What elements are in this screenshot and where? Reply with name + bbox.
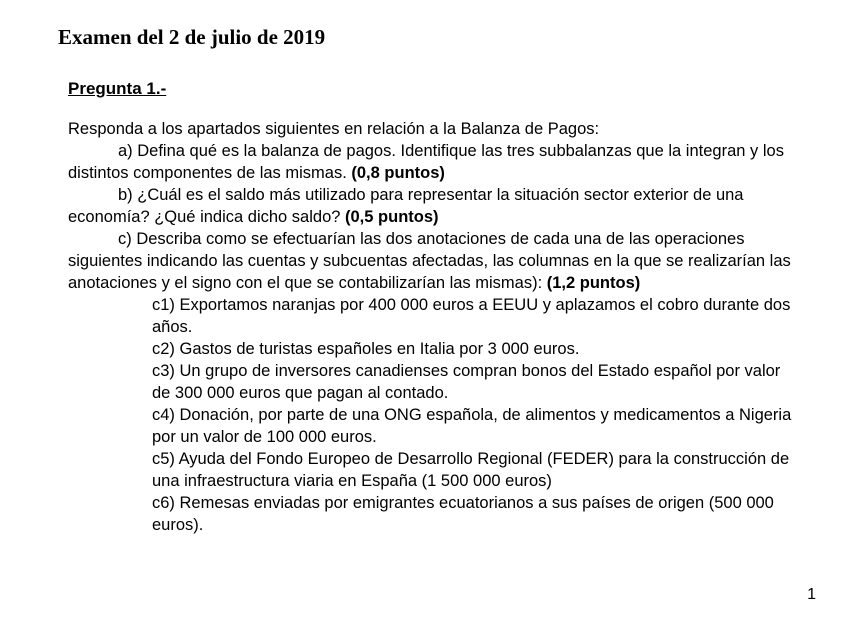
page-number: 1 <box>807 586 816 603</box>
question-item-b-text: b) ¿Cuál es el saldo más utilizado para representar la situación sector exterior de una economía? ¿Qué indica dicho saldo? <box>68 186 744 226</box>
subitem-c6: c6) Remesas enviadas por emigrantes ecuatorianos a sus países de origen (500 000 euros). <box>152 494 774 534</box>
subitem-list <box>152 294 794 536</box>
question-item-a-text: a) Defina qué es la balanza de pagos. Identifique las tres subbalanzas que la integran y los distintos componentes de las mismas. <box>68 142 784 182</box>
question-item-a <box>68 140 794 184</box>
question-block <box>68 78 794 536</box>
question-item-b-points: (0,5 puntos) <box>345 208 439 226</box>
subitem-c2: c2) Gastos de turistas españoles en Italia por 3 000 euros. <box>152 340 580 358</box>
question-heading: Pregunta 1.- <box>68 79 167 98</box>
question-item-c-text: c) Describa como se efectuarían las dos anotaciones de cada una de las operaciones siguientes indicando las cuentas y subcuentas afectadas, las columnas en la que se realizarían las anotaciones y el signo con el que se contabilizarían las mismas): <box>68 230 791 292</box>
question-item-b <box>68 184 794 228</box>
question-item-c-points: (1,2 puntos) <box>546 274 641 292</box>
subitem-c1: c1) Exportamos naranjas por 400 000 euros a EEUU y aplazamos el cobro durante dos años. <box>152 296 791 336</box>
subitem-c3: c3) Un grupo de inversores canadienses compran bonos del Estado español por valor de 300 000 euros que pagan al contado. <box>152 362 781 402</box>
question-intro: Responda a los apartados siguientes en relación a la Balanza de Pagos: <box>68 120 600 138</box>
subitem-c5: c5) Ayuda del Fondo Europeo de Desarrollo Regional (FEDER) para la construcción de una infraestructura viaria en España (1 500 000 euros) <box>152 450 790 490</box>
question-item-a-points: (0,8 puntos) <box>351 164 445 182</box>
subitem-c4: c4) Donación, por parte de una ONG española, de alimentos y medicamentos a Nigeria por un valor de 100 000 euros. <box>152 406 792 446</box>
document-title: Examen del 2 de julio de 2019 <box>58 25 326 49</box>
question-item-c <box>68 228 794 294</box>
